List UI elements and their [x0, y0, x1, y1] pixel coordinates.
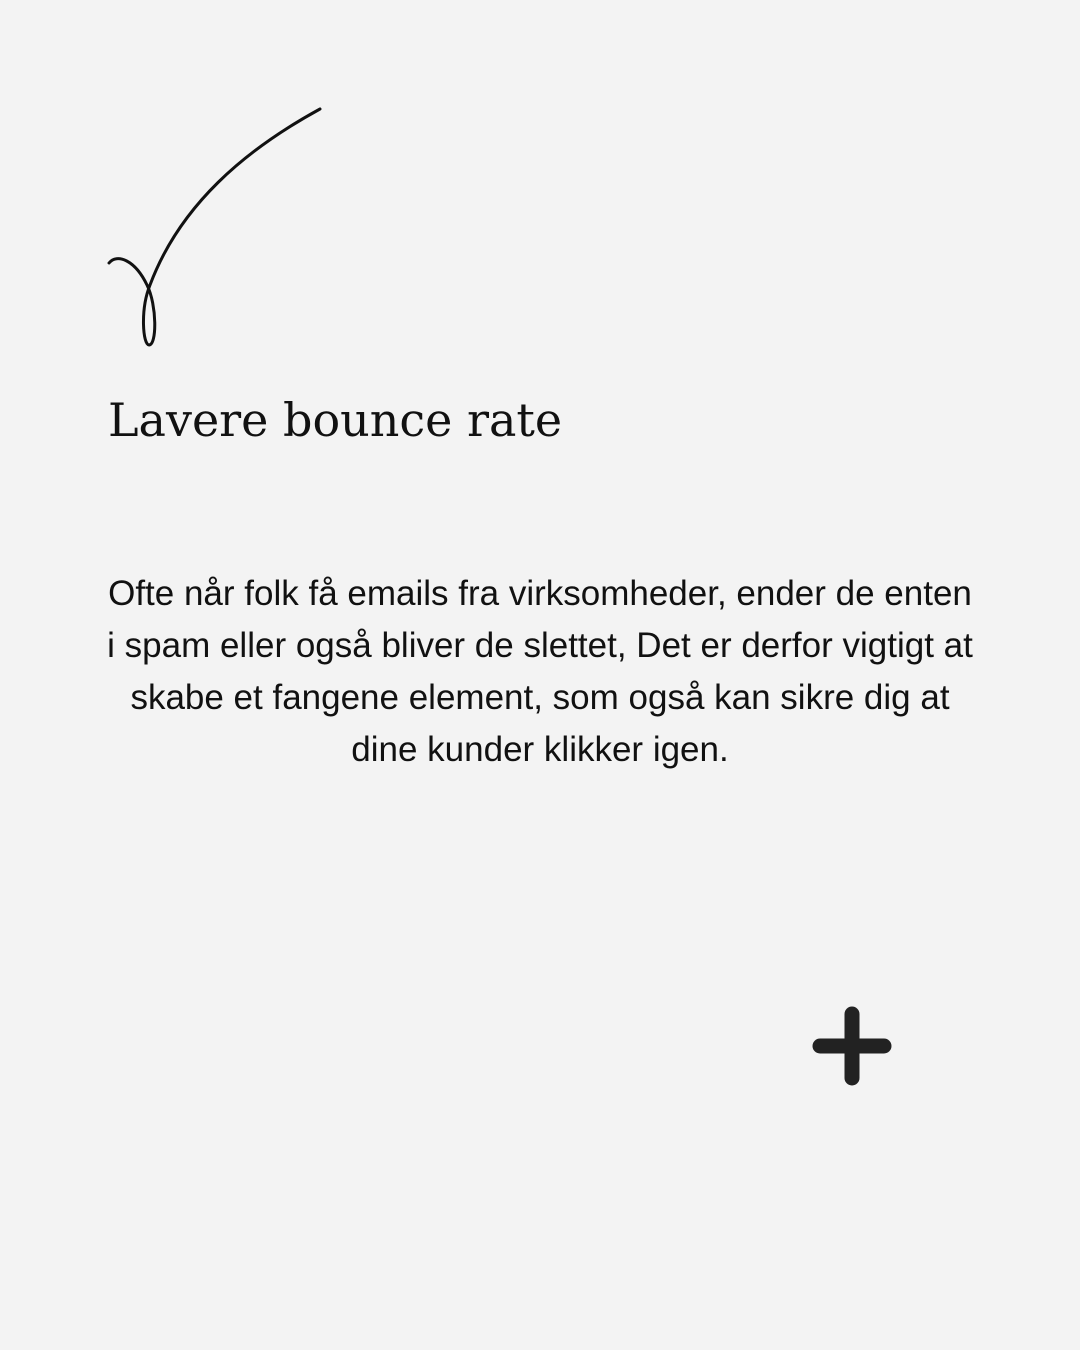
slide-body-text: Ofte når folk få emails fra virksomheder, ender de enten i spam eller også bliver de slettet, Det er derfor vigtigt at skabe et fangene element, som også kan sikre dig at dine kunder klikker igen.	[107, 574, 973, 769]
slide-title: Lavere bounce rate	[108, 393, 563, 447]
plus-icon[interactable]	[812, 1006, 892, 1086]
handdrawn-swoosh-icon	[95, 95, 335, 360]
